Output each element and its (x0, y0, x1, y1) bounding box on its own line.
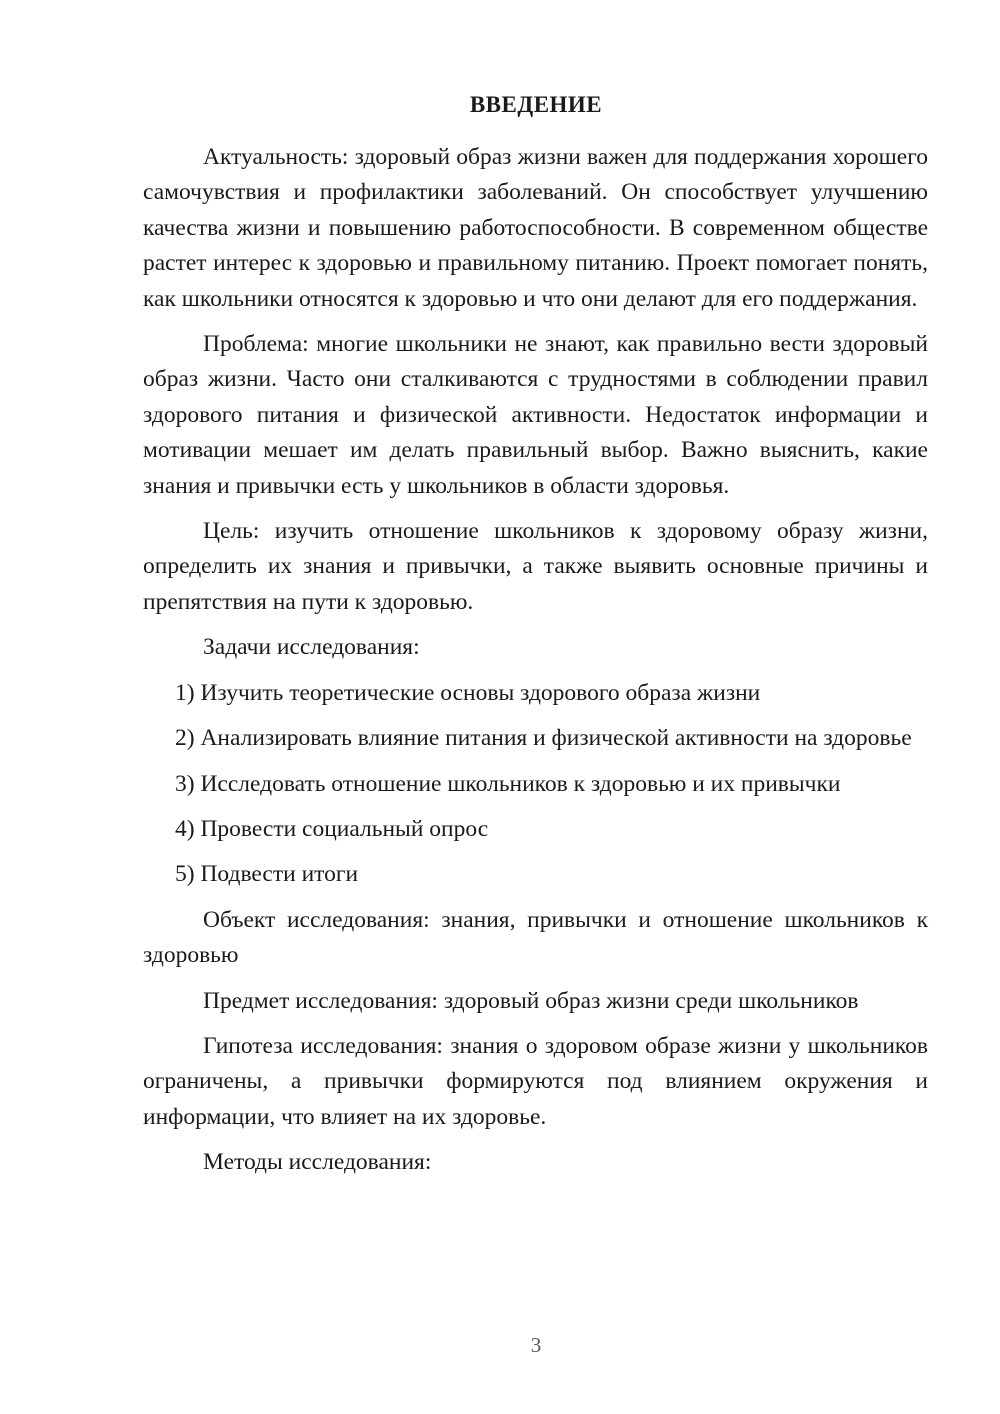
methods-title: Методы исследования: (203, 1149, 432, 1176)
list-item: 3) Исследовать отношение школьников к здоровью и их привычки (175, 770, 841, 797)
paragraph-problem: Проблема: многие школьники не знают, как правильно вести здоровый образ жизни. Часто они сталкиваются с трудностями в соблюдении правил здорового питания и физической активности. Недостаток информации и мотивации мешает им делать правильный выбор. Важно выяснить, какие знания и привычки есть у школьников в области здоровья. (143, 331, 928, 499)
paragraph-subject: Предмет исследования: здоровый образ жизни среди школьников (203, 987, 859, 1014)
list-item: 4) Провести социальный опрос (175, 815, 489, 842)
document-body (143, 140, 928, 1191)
paragraph-hypothesis: Гипотеза исследования: знания о здоровом образе жизни у школьников ограничены, а привычки формируются под влиянием окружения и информации, что влияет на их здоровье. (143, 1032, 928, 1130)
list-item: 1) Изучить теоретические основы здорового образа жизни (175, 679, 761, 706)
section-heading: ВВЕДЕНИЕ (469, 92, 603, 117)
page-number: 3 (530, 1333, 542, 1357)
paragraph-object: Объект исследования: знания, привычки и отношение школьников к здоровью (143, 906, 928, 969)
paragraph-relevance: Актуальность: здоровый образ жизни важен для поддержания хорошего самочувствия и профилактики заболеваний. Он способствует улучшению качества жизни и повышению работоспособности. В современном обществе растет интерес к здоровью и правильному питанию. Проект помогает понять, как школьники относятся к здоровью и что они делают для его поддержания. (143, 144, 928, 312)
list-item: 5) Подвести итоги (175, 861, 359, 888)
tasks-title: Задачи исследования: (203, 634, 420, 661)
list-item: 2) Анализировать влияние питания и физической активности на здоровье (175, 725, 912, 752)
paragraph-goal: Цель: изучить отношение школьников к здоровому образу жизни, определить их знания и привычки, а также выявить основные причины и препятствия на пути к здоровью. (143, 518, 928, 615)
